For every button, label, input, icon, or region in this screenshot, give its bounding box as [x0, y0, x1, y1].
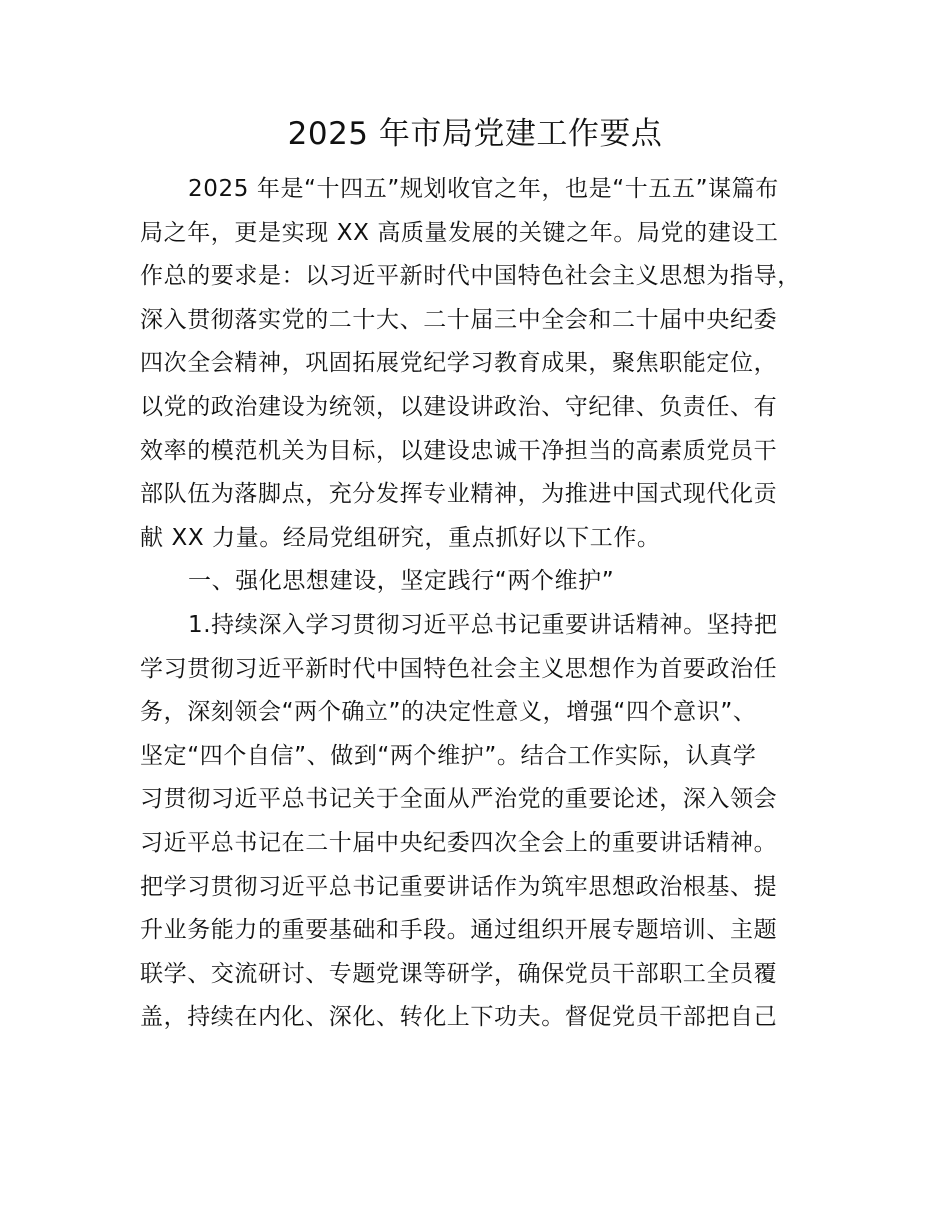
paragraph-line: 深入贯彻落实党的二十大、二十届三中全会和二十届中央纪委	[140, 306, 778, 333]
section-heading	[140, 560, 840, 604]
paragraph-line: 效率的模范机关为目标，以建设忠诚干净担当的高素质党员干	[140, 437, 778, 464]
paragraph-line: 务，深刻领会“两个确立”的决定性意义，增强“四个意识”、	[140, 699, 757, 726]
paragraph-line: 2025 年是“十四五”规划收官之年，也是“十五五”谋篇布	[188, 176, 779, 202]
paragraph-line: 以党的政治建设为统领，以建设讲政治、守纪律、负责任、有	[140, 393, 778, 420]
document-title: 2025 年市局党建工作要点	[287, 116, 663, 152]
paragraph-line: 升业务能力的重要基础和手段。通过组织开展专题培训、主题	[140, 917, 778, 944]
document-body	[140, 168, 840, 1040]
paragraph-line: 习贯彻习近平总书记关于全面从严治党的重要论述，深入领会	[140, 786, 778, 813]
paragraph-line: 盖，持续在内化、深化、转化上下功夫。督促党员干部把自己	[140, 1004, 778, 1031]
paragraph-line: 习近平总书记在二十届中央纪委四次全会上的重要讲话精神。	[140, 829, 778, 856]
paragraph-line: 联学、交流研讨、专题党课等研学，确保党员干部职工全员覆	[140, 960, 778, 987]
paragraph-line: 献 XX 力量。经局党组研究，重点抓好以下工作。	[140, 524, 661, 551]
item-paragraph	[140, 604, 840, 1040]
paragraph-line: 1.持续深入学习贯彻习近平总书记重要讲话精神。坚持把	[188, 611, 778, 638]
paragraph-line: 学习贯彻习近平新时代中国特色社会主义思想作为首要政治任	[140, 655, 778, 682]
paragraph-line: 把学习贯彻习近平总书记重要讲话作为筑牢思想政治根基、提	[140, 873, 778, 900]
paragraph-line: 四次全会精神，巩固拓展党纪学习教育成果，聚焦职能定位，	[140, 350, 778, 377]
paragraph-line: 作总的要求是：以习近平新时代中国特色社会主义思想为指导，	[140, 263, 801, 290]
paragraph-line: 坚定“四个自信”、做到“两个维护”。结合工作实际，认真学	[140, 742, 757, 769]
paragraph-line: 局之年，更是实现 XX 高质量发展的关键之年。局党的建设工	[140, 219, 779, 246]
paragraph-line: 部队伍为落脚点，充分发挥专业精神，为推进中国式现代化贡	[140, 481, 778, 508]
intro-paragraph	[140, 168, 840, 560]
section-heading-text: 一、强化思想建设，坚定践行“两个维护”	[188, 568, 615, 595]
